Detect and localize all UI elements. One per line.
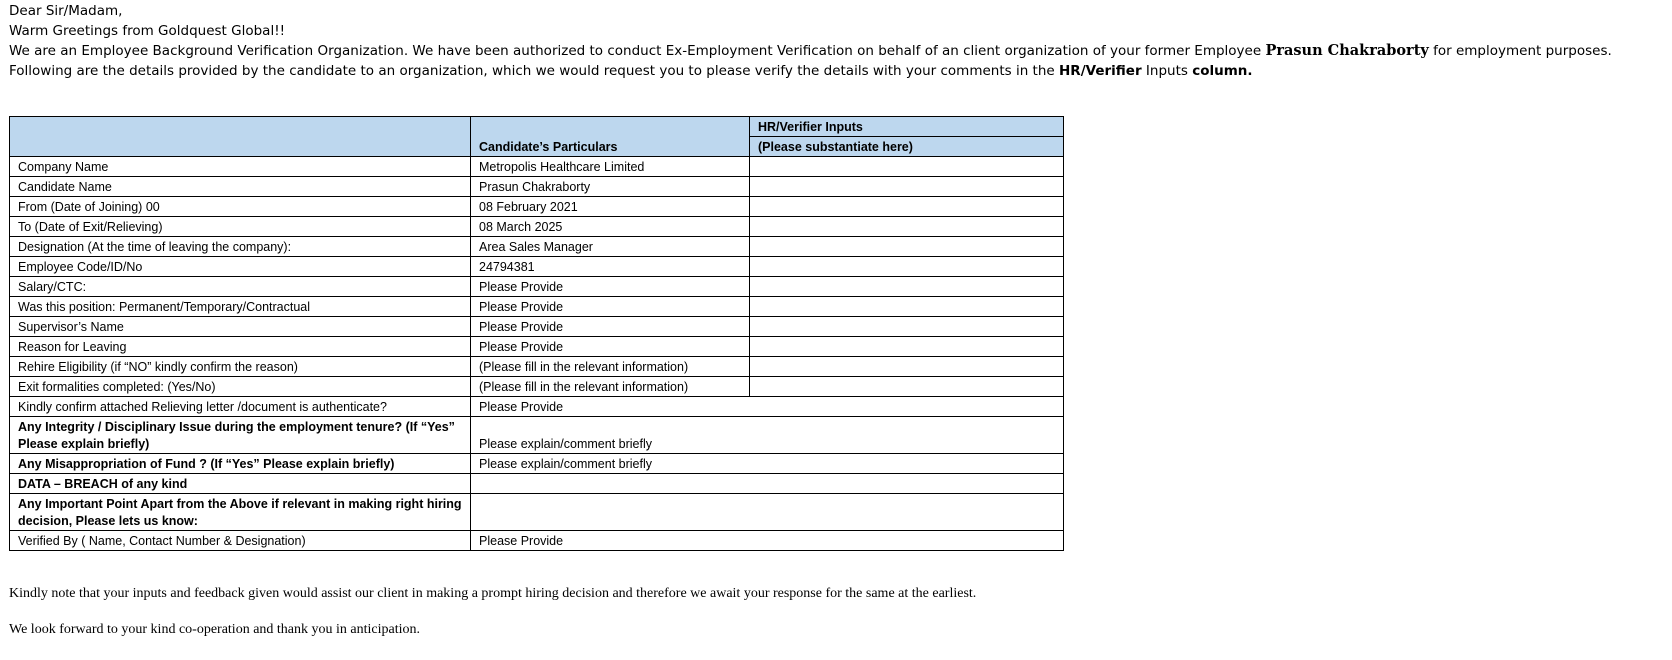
row-label: From (Date of Joining) 00 [10,197,471,217]
closing-note: Kindly note that your inputs and feedback given would assist our client in making a prompt hiring decision and therefore we await your response for the same at the earliest. [9,586,977,601]
row-value [471,494,750,531]
row-hr-input[interactable] [750,277,1064,297]
table-row [10,417,1064,454]
row-hr-input[interactable] [750,357,1064,377]
table-row [10,337,1064,357]
row-hr-input[interactable] [750,157,1064,177]
table-row [10,197,1064,217]
header-cell-label [10,117,471,157]
row-value: Please Provide [471,277,750,297]
intro-line4-text-mid: Inputs [1141,63,1193,79]
intro-line4-text-a: Following are the details provided by the candidate to an organization, which we would request you to please verify the details with your comments in the [9,63,1059,79]
row-value: Area Sales Manager [471,237,750,257]
row-value: Please Provide [471,531,750,551]
row-hr-input[interactable] [750,317,1064,337]
row-label: Candidate Name [10,177,471,197]
row-value: 08 February 2021 [471,197,750,217]
table-row [10,377,1064,397]
row-value: Metropolis Healthcare Limited [471,157,750,177]
table-row [10,217,1064,237]
row-hr-input[interactable] [750,417,1064,454]
row-label: Was this position: Permanent/Temporary/Contractual [10,297,471,317]
table-row [10,531,1064,551]
intro-request-line [9,61,1612,81]
row-label: To (Date of Exit/Relieving) [10,217,471,237]
table-row [10,454,1064,474]
table-header-row-top [10,117,1064,137]
table-row [10,494,1064,531]
row-value: (Please fill in the relevant information) [471,377,750,397]
row-label: Any Integrity / Disciplinary Issue during the employment tenure? (If “Yes” Please explain briefly) [10,417,471,454]
intro-line3-text-b: for employment purposes. [1428,43,1612,59]
row-hr-input[interactable] [750,454,1064,474]
row-hr-input[interactable] [750,397,1064,417]
row-value: 08 March 2025 [471,217,750,237]
intro-line3-text-a: We are an Employee Background Verification Organization. We have been authorized to conduct Ex-Employment Verification on behalf of an client organization of your former Employee [9,43,1266,59]
table-row [10,237,1064,257]
intro-authorization-line [9,41,1612,61]
table-row [10,357,1064,377]
row-label: Salary/CTC: [10,277,471,297]
intro-line4-bold-hr: HR/Verifier [1059,63,1142,79]
header-cell-candidate-particulars: Candidate’s Particulars [471,117,750,157]
row-label: Supervisor’s Name [10,317,471,337]
row-hr-input[interactable] [750,494,1064,531]
row-hr-input[interactable] [750,257,1064,277]
row-label: Rehire Eligibility (if “NO” kindly confirm the reason) [10,357,471,377]
row-hr-input[interactable] [750,197,1064,217]
row-hr-input[interactable] [750,237,1064,257]
row-value: Prasun Chakraborty [471,177,750,197]
table-row [10,317,1064,337]
row-label: Kindly confirm attached Relieving letter /document is authenticate? [10,397,471,417]
row-value: Please explain/comment briefly [471,454,750,474]
row-label: Employee Code/ID/No [10,257,471,277]
verification-table [9,116,1064,551]
intro-block [9,1,1612,81]
header-cell-substantiate: (Please substantiate here) [750,137,1064,157]
closing-thanks: We look forward to your kind co-operation and thank you in anticipation. [9,622,420,637]
header-cell-hr-verifier: HR/Verifier Inputs [750,117,1064,137]
row-label: Reason for Leaving [10,337,471,357]
intro-line4-bold-column: column. [1192,63,1253,79]
table-row [10,157,1064,177]
row-hr-input[interactable] [750,531,1064,551]
row-hr-input[interactable] [750,297,1064,317]
row-hr-input[interactable] [750,177,1064,197]
row-value: Please Provide [471,297,750,317]
salutation: Dear Sir/Madam, [9,3,123,19]
row-label: Designation (At the time of leaving the company): [10,237,471,257]
row-label: Exit formalities completed: (Yes/No) [10,377,471,397]
row-value: Please Provide [471,397,750,417]
table-row [10,277,1064,297]
row-label: Any Misappropriation of Fund ? (If “Yes” Please explain briefly) [10,454,471,474]
row-hr-input[interactable] [750,474,1064,494]
row-value: Please Provide [471,337,750,357]
row-value: (Please fill in the relevant information) [471,357,750,377]
row-value: Please explain/comment briefly [471,417,750,454]
row-label: Company Name [10,157,471,177]
greeting: Warm Greetings from Goldquest Global!! [9,23,286,39]
row-value [471,474,750,494]
row-value: 24794381 [471,257,750,277]
row-label: Verified By ( Name, Contact Number & Designation) [10,531,471,551]
row-hr-input[interactable] [750,217,1064,237]
row-hr-input[interactable] [750,337,1064,357]
row-label: Any Important Point Apart from the Above if relevant in making right hiring decision, Please lets us know: [10,494,471,531]
candidate-name-emphasis: Prasun Chakraborty [1265,42,1429,59]
row-hr-input[interactable] [750,377,1064,397]
table-row [10,397,1064,417]
row-value: Please Provide [471,317,750,337]
table-row [10,297,1064,317]
table-row [10,177,1064,197]
row-label: DATA – BREACH of any kind [10,474,471,494]
table-row [10,474,1064,494]
table-row [10,257,1064,277]
